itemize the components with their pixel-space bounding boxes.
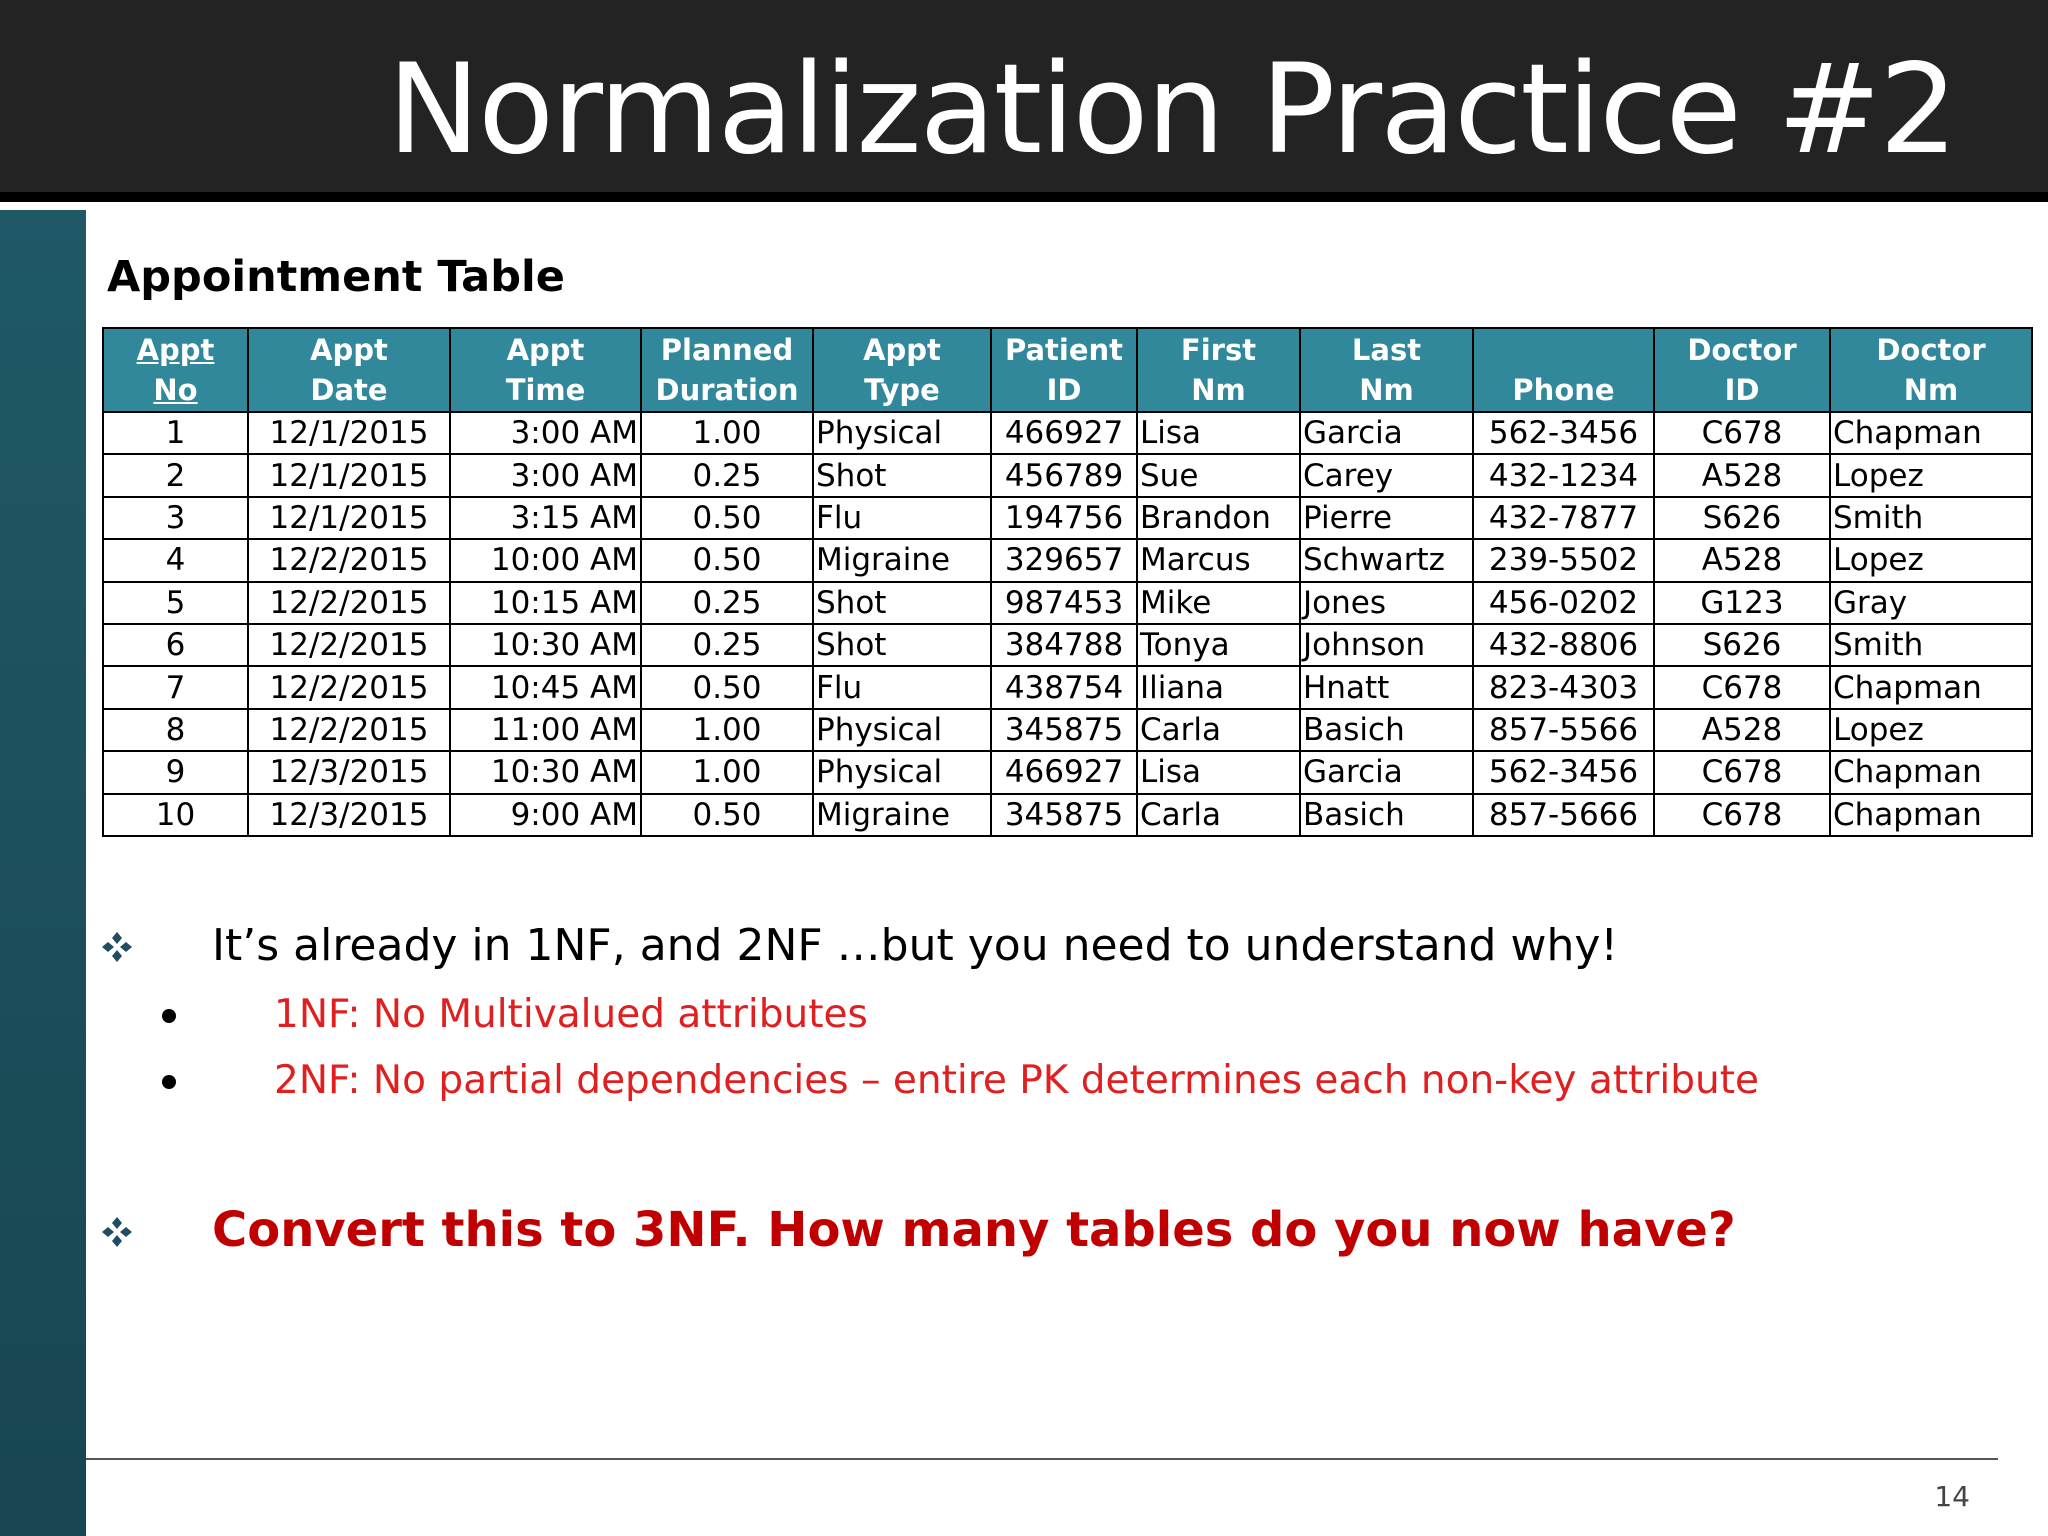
- table-cell: Lisa: [1137, 412, 1300, 454]
- diamond-bullet-icon: [100, 1215, 134, 1249]
- table-cell: Garcia: [1300, 751, 1473, 793]
- table-cell: C678: [1654, 412, 1830, 454]
- table-cell: 8: [103, 709, 248, 751]
- table-row: [103, 454, 2032, 496]
- column-header: [1654, 328, 1830, 412]
- column-header: [450, 328, 641, 412]
- table-cell: 6: [103, 624, 248, 666]
- table-cell: Chapman: [1830, 412, 2032, 454]
- table-cell: 823-4303: [1473, 666, 1654, 708]
- table-cell: C678: [1654, 794, 1830, 836]
- table-cell: 438754: [991, 666, 1137, 708]
- table-cell: Basich: [1300, 709, 1473, 751]
- column-header-line1: Appt: [310, 333, 388, 367]
- table-cell: Tonya: [1137, 624, 1300, 666]
- table-cell: 10:15 AM: [450, 582, 641, 624]
- table-cell: 3:00 AM: [450, 454, 641, 496]
- table-cell: 432-7877: [1473, 497, 1654, 539]
- table-cell: Basich: [1300, 794, 1473, 836]
- table-header-row: [103, 328, 2032, 412]
- table-row: [103, 751, 2032, 793]
- table-cell: Lopez: [1830, 539, 2032, 581]
- table-row: [103, 539, 2032, 581]
- table-cell: 10:30 AM: [450, 624, 641, 666]
- appointment-table: [102, 327, 2033, 837]
- slide-title: Normalization Practice #2: [387, 38, 1956, 182]
- table-cell: 12/1/2015: [248, 454, 450, 496]
- table-cell: Shot: [813, 454, 991, 496]
- table-cell: Physical: [813, 751, 991, 793]
- table-row: [103, 624, 2032, 666]
- table-cell: 12/3/2015: [248, 751, 450, 793]
- column-header: [813, 328, 991, 412]
- footer-rule: [86, 1458, 1998, 1460]
- column-header-line2: Time: [505, 373, 586, 407]
- table-cell: G123: [1654, 582, 1830, 624]
- table-cell: Physical: [813, 412, 991, 454]
- table-cell: S626: [1654, 624, 1830, 666]
- dot-bullet-icon: [162, 1009, 176, 1023]
- bullet-sub-1: 1NF: No Multivalued attributes: [274, 992, 868, 1037]
- table-cell: 1: [103, 412, 248, 454]
- table-cell: Smith: [1830, 497, 2032, 539]
- table-cell: 345875: [991, 709, 1137, 751]
- column-header-line2: Duration: [655, 373, 799, 407]
- column-header-line2: Nm: [1191, 373, 1246, 407]
- table-cell: Pierre: [1300, 497, 1473, 539]
- table-cell: 7: [103, 666, 248, 708]
- table-cell: Shot: [813, 582, 991, 624]
- table-cell: Garcia: [1300, 412, 1473, 454]
- table-cell: Hnatt: [1300, 666, 1473, 708]
- column-header-line2: ID: [1724, 373, 1760, 407]
- table-cell: A528: [1654, 709, 1830, 751]
- table-cell: Carey: [1300, 454, 1473, 496]
- bullet-question: Convert this to 3NF. How many tables do you now have?: [212, 1202, 1736, 1258]
- table-cell: 12/3/2015: [248, 794, 450, 836]
- table-cell: A528: [1654, 454, 1830, 496]
- column-header-line2: ID: [1046, 373, 1082, 407]
- table-cell: 12/1/2015: [248, 412, 450, 454]
- column-header: [1830, 328, 2032, 412]
- table-cell: 0.25: [641, 454, 813, 496]
- column-header-line2: Date: [310, 373, 388, 407]
- table-cell: C678: [1654, 666, 1830, 708]
- table-cell: 562-3456: [1473, 412, 1654, 454]
- table-cell: 466927: [991, 412, 1137, 454]
- bullet-main-1: It’s already in 1NF, and 2NF …but you need to understand why!: [212, 920, 1619, 971]
- column-header: [1137, 328, 1300, 412]
- column-header: [641, 328, 813, 412]
- table-cell: C678: [1654, 751, 1830, 793]
- table-cell: Carla: [1137, 794, 1300, 836]
- column-header-line2: No: [153, 373, 198, 407]
- table-cell: 384788: [991, 624, 1137, 666]
- table-cell: Flu: [813, 497, 991, 539]
- table-cell: 0.50: [641, 666, 813, 708]
- table-cell: 0.25: [641, 624, 813, 666]
- table-cell: Gray: [1830, 582, 2032, 624]
- table-cell: 12/2/2015: [248, 582, 450, 624]
- column-header-line1: Doctor: [1687, 333, 1797, 367]
- table-row: [103, 497, 2032, 539]
- table-row: [103, 709, 2032, 751]
- table-cell: 3: [103, 497, 248, 539]
- column-header-line1: Last: [1351, 333, 1422, 367]
- table-row: [103, 582, 2032, 624]
- table-cell: Chapman: [1830, 794, 2032, 836]
- table-cell: 10:00 AM: [450, 539, 641, 581]
- table-cell: S626: [1654, 497, 1830, 539]
- table-cell: Brandon: [1137, 497, 1300, 539]
- table-cell: Lisa: [1137, 751, 1300, 793]
- table-cell: 1.00: [641, 709, 813, 751]
- table-cell: Lopez: [1830, 709, 2032, 751]
- table-cell: 11:00 AM: [450, 709, 641, 751]
- table-cell: 10:30 AM: [450, 751, 641, 793]
- table-cell: 239-5502: [1473, 539, 1654, 581]
- table-cell: 987453: [991, 582, 1137, 624]
- table-cell: 857-5566: [1473, 709, 1654, 751]
- table-cell: 456789: [991, 454, 1137, 496]
- table-cell: Migraine: [813, 539, 991, 581]
- table-cell: Smith: [1830, 624, 2032, 666]
- title-rule: [0, 192, 2048, 202]
- table-body: [103, 412, 2032, 836]
- column-header-line1: [1478, 330, 1649, 370]
- column-header-line2: Nm: [1903, 373, 1959, 407]
- table-cell: 0.50: [641, 539, 813, 581]
- table-cell: 2: [103, 454, 248, 496]
- table-cell: 857-5666: [1473, 794, 1654, 836]
- column-header: [1300, 328, 1473, 412]
- table-cell: 466927: [991, 751, 1137, 793]
- table-cell: 456-0202: [1473, 582, 1654, 624]
- column-header: [1473, 328, 1654, 412]
- side-accent-bar: [0, 210, 86, 1536]
- column-header-line2: Phone: [1512, 373, 1615, 407]
- bullet-sub-2: 2NF: No partial dependencies – entire PK determines each non-key attribute: [274, 1058, 1760, 1103]
- table-cell: 432-8806: [1473, 624, 1654, 666]
- table-cell: 12/2/2015: [248, 539, 450, 581]
- table-cell: Flu: [813, 666, 991, 708]
- column-header-line1: First: [1180, 333, 1257, 367]
- table-cell: Migraine: [813, 794, 991, 836]
- table-cell: 1.00: [641, 412, 813, 454]
- table-cell: 194756: [991, 497, 1137, 539]
- title-bar: [0, 0, 2048, 202]
- table-cell: Chapman: [1830, 666, 2032, 708]
- table-cell: 0.25: [641, 582, 813, 624]
- table-cell: 10:45 AM: [450, 666, 641, 708]
- table-cell: 4: [103, 539, 248, 581]
- table-cell: 329657: [991, 539, 1137, 581]
- column-header-line1: Planned: [660, 333, 794, 367]
- table-cell: 10: [103, 794, 248, 836]
- column-header-line1: Appt: [863, 333, 941, 367]
- table-cell: 0.50: [641, 497, 813, 539]
- column-header: [991, 328, 1137, 412]
- table-cell: 12/2/2015: [248, 709, 450, 751]
- table-cell: 12/2/2015: [248, 624, 450, 666]
- table-cell: 345875: [991, 794, 1137, 836]
- table-cell: 5: [103, 582, 248, 624]
- table-cell: Shot: [813, 624, 991, 666]
- table-caption: Appointment Table: [107, 252, 565, 302]
- column-header-line2: Nm: [1359, 373, 1414, 407]
- column-header-line1: Patient: [1004, 333, 1124, 367]
- table-cell: Schwartz: [1300, 539, 1473, 581]
- table-cell: 562-3456: [1473, 751, 1654, 793]
- table-cell: Johnson: [1300, 624, 1473, 666]
- table-cell: Iliana: [1137, 666, 1300, 708]
- table-cell: 3:15 AM: [450, 497, 641, 539]
- table-cell: 12/1/2015: [248, 497, 450, 539]
- dot-bullet-icon: [162, 1075, 176, 1089]
- column-header-line2: Type: [864, 373, 940, 407]
- column-header-line1: Doctor: [1876, 333, 1986, 367]
- diamond-bullet-icon: [100, 930, 134, 964]
- table-cell: 1.00: [641, 751, 813, 793]
- table-cell: Carla: [1137, 709, 1300, 751]
- table-cell: Chapman: [1830, 751, 2032, 793]
- table-row: [103, 794, 2032, 836]
- column-header: [103, 328, 248, 412]
- column-header-line1: Appt: [506, 333, 585, 367]
- column-header-line1: Appt: [136, 333, 215, 367]
- column-header: [248, 328, 450, 412]
- table-cell: 3:00 AM: [450, 412, 641, 454]
- table-cell: Sue: [1137, 454, 1300, 496]
- table-cell: Physical: [813, 709, 991, 751]
- table-cell: A528: [1654, 539, 1830, 581]
- table-cell: 9:00 AM: [450, 794, 641, 836]
- table-row: [103, 666, 2032, 708]
- table-row: [103, 412, 2032, 454]
- table-cell: 9: [103, 751, 248, 793]
- table-cell: Lopez: [1830, 454, 2032, 496]
- table-cell: 432-1234: [1473, 454, 1654, 496]
- table-cell: Mike: [1137, 582, 1300, 624]
- table-cell: Jones: [1300, 582, 1473, 624]
- table-cell: Marcus: [1137, 539, 1300, 581]
- table-cell: 0.50: [641, 794, 813, 836]
- page-number: 14: [1934, 1480, 1970, 1513]
- table-cell: 12/2/2015: [248, 666, 450, 708]
